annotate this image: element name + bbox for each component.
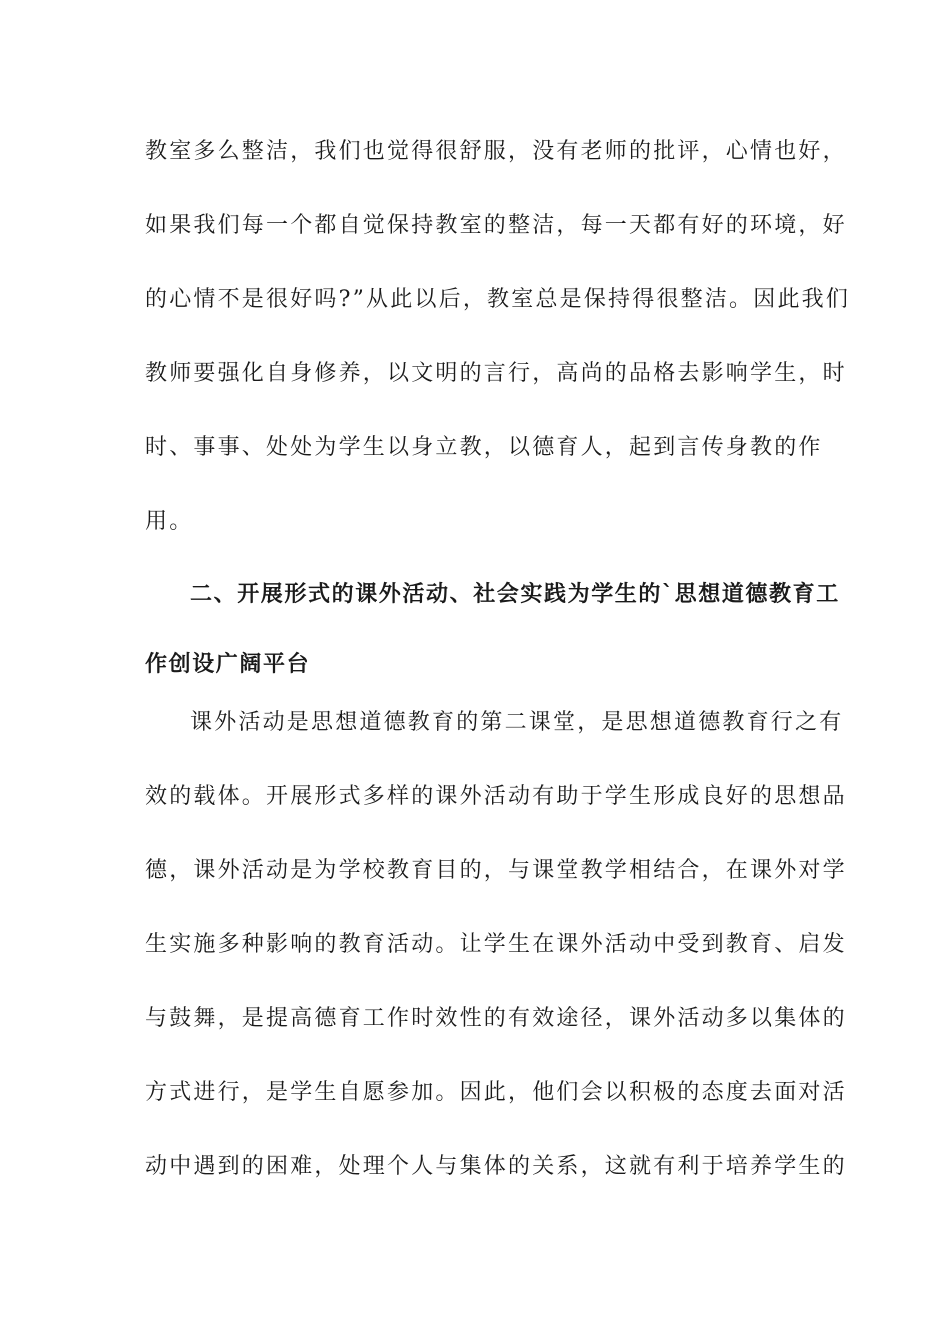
paragraph-line: 教师要强化自身修养，以文明的言行，高尚的品格去影响学生，时 — [145, 361, 847, 386]
paragraph-line: 教室多么整洁，我们也觉得很舒服，没有老师的批评，心情也好， — [145, 139, 847, 164]
paragraph-line: 效的载体。开展形式多样的课外活动有助于学生形成良好的思想品 — [145, 784, 847, 809]
paragraph-line: 用。 — [145, 509, 194, 534]
paragraph-line: 课外活动是思想道德教育的第二课堂，是思想道德教育行之有 — [190, 710, 844, 735]
paragraph-line: 时、事事、处处为学生以身立教，以德育人，起到言传身教的作 — [145, 435, 823, 460]
paragraph-line: 生实施多种影响的教育活动。让学生在课外活动中受到教育、启发 — [145, 932, 847, 957]
section-heading-line: 二、开展形式的课外活动、社会实践为学生的`思想道德教育工 — [190, 582, 840, 607]
section-heading-line: 作创设广阔平台 — [145, 652, 311, 677]
paragraph-line: 方式进行，是学生自愿参加。因此，他们会以积极的态度去面对活 — [145, 1080, 847, 1105]
paragraph-line: 与鼓舞，是提高德育工作时效性的有效途径，课外活动多以集体的 — [145, 1006, 847, 1031]
paragraph-line: 如果我们每一个都自觉保持教室的整洁，每一天都有好的环境，好 — [145, 213, 847, 238]
paragraph-line: 动中遇到的困难，处理个人与集体的关系，这就有利于培养学生的 — [145, 1154, 847, 1179]
paragraph-line: 德，课外活动是为学校教育目的，与课堂教学相结合，在课外对学 — [145, 858, 847, 883]
paragraph-line: 的心情不是很好吗?”从此以后，教室总是保持得很整洁。因此我们 — [145, 287, 851, 312]
